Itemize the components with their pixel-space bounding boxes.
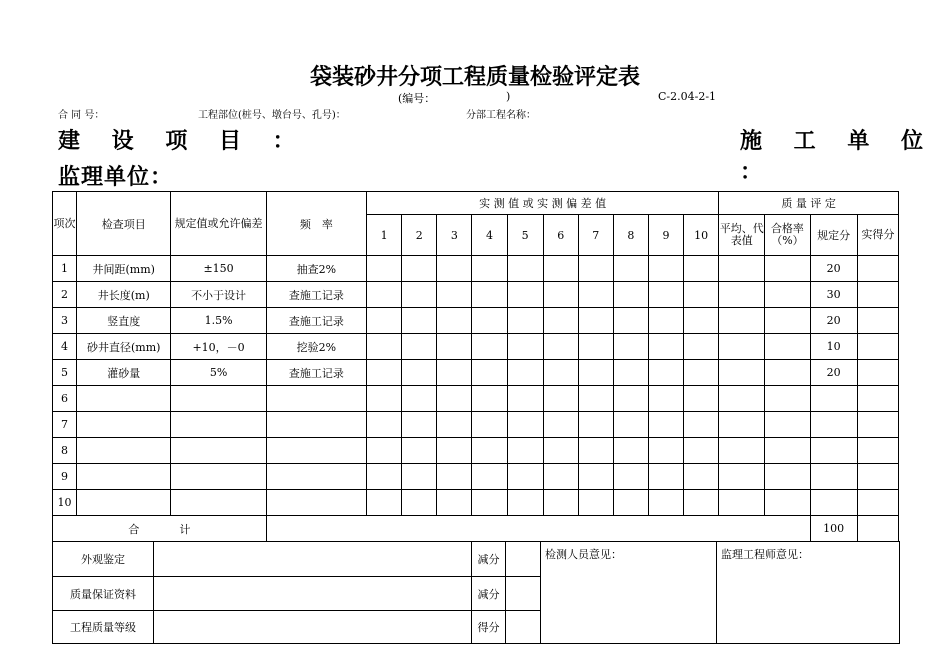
row-actual-score-cell[interactable] xyxy=(857,308,898,334)
row-measure-cell[interactable] xyxy=(507,282,543,308)
row-measure-cell[interactable] xyxy=(543,490,578,516)
row-spec xyxy=(171,386,266,412)
row-frequency: 查施工记录 xyxy=(266,308,366,334)
row-measure-cell[interactable] xyxy=(472,256,507,282)
row-measure-cell[interactable] xyxy=(543,282,578,308)
row-spec-score: 10 xyxy=(810,334,857,360)
row-average-cell[interactable] xyxy=(719,386,765,412)
total-label-a: 合 xyxy=(128,522,140,536)
row-no: 2 xyxy=(53,282,77,308)
row-average-cell[interactable] xyxy=(719,464,765,490)
row-measure-cell[interactable] xyxy=(613,360,648,386)
row-measure-cell[interactable] xyxy=(367,464,402,490)
row-pass-rate-cell[interactable] xyxy=(765,386,810,412)
row-spec-score xyxy=(810,464,857,490)
row-measure-cell[interactable] xyxy=(578,334,613,360)
row-measure-cell[interactable] xyxy=(472,438,507,464)
row-spec-score xyxy=(810,412,857,438)
header-actual-score: 实得分 xyxy=(857,215,898,256)
row-measure-cell[interactable] xyxy=(367,334,402,360)
row-measure-cell[interactable] xyxy=(684,412,719,438)
quality-docs-deduct-label: 减分 xyxy=(472,577,506,611)
row-actual-score-cell[interactable] xyxy=(857,490,898,516)
row-frequency: 抽查2% xyxy=(266,256,366,282)
appearance-deduct-label: 减分 xyxy=(472,542,506,577)
row-spec xyxy=(171,438,266,464)
header-measure-col: 2 xyxy=(402,215,437,256)
contract-no-label: 合 同 号： xyxy=(58,110,105,121)
appearance-deduct-value[interactable] xyxy=(506,542,541,577)
row-measure-cell[interactable] xyxy=(472,360,507,386)
row-pass-rate-cell[interactable] xyxy=(765,256,810,282)
row-measure-cell[interactable] xyxy=(367,256,402,282)
row-spec-score: 20 xyxy=(810,256,857,282)
row-measure-cell[interactable] xyxy=(472,490,507,516)
supervision-unit-label: 监理单位： xyxy=(58,164,174,190)
row-check-item xyxy=(77,490,171,516)
quality-grade-score-label: 得分 xyxy=(472,611,506,644)
table-row xyxy=(53,334,899,360)
header-average: 平均、代表值 xyxy=(719,215,765,256)
row-actual-score-cell[interactable] xyxy=(857,282,898,308)
table-row xyxy=(53,308,899,334)
row-measure-cell[interactable] xyxy=(437,308,472,334)
row-measure-cell[interactable] xyxy=(648,256,683,282)
header-check-item: 检查项目 xyxy=(77,192,171,256)
row-check-item: 灌砂量 xyxy=(77,360,171,386)
row-measure-cell[interactable] xyxy=(507,438,543,464)
row-actual-score-cell[interactable] xyxy=(857,438,898,464)
row-measure-cell[interactable] xyxy=(367,360,402,386)
row-pass-rate-cell[interactable] xyxy=(765,308,810,334)
row-measure-cell[interactable] xyxy=(578,360,613,386)
header-item-no: 项次 xyxy=(53,192,77,256)
row-measure-cell[interactable] xyxy=(684,360,719,386)
row-measure-cell[interactable] xyxy=(648,438,683,464)
row-measure-cell[interactable] xyxy=(684,464,719,490)
row-measure-cell[interactable] xyxy=(648,386,683,412)
row-measure-cell[interactable] xyxy=(578,282,613,308)
row-measure-cell[interactable] xyxy=(578,256,613,282)
row-measure-cell[interactable] xyxy=(613,308,648,334)
row-spec: 不小于设计 xyxy=(171,282,266,308)
row-frequency: 查施工记录 xyxy=(266,282,366,308)
row-average-cell[interactable] xyxy=(719,282,765,308)
form-code: C-2.04-2-1 xyxy=(658,90,717,103)
row-measure-cell[interactable] xyxy=(402,464,437,490)
row-pass-rate-cell[interactable] xyxy=(765,490,810,516)
row-average-cell[interactable] xyxy=(719,256,765,282)
row-measure-cell[interactable] xyxy=(543,308,578,334)
row-measure-cell[interactable] xyxy=(543,386,578,412)
row-actual-score-cell[interactable] xyxy=(857,412,898,438)
total-label-b: 计 xyxy=(179,522,191,536)
row-frequency xyxy=(266,438,366,464)
row-measure-cell[interactable] xyxy=(367,308,402,334)
row-spec: 1.5% xyxy=(171,308,266,334)
appearance-value[interactable] xyxy=(154,542,472,577)
row-measure-cell[interactable] xyxy=(402,438,437,464)
header-measured: 实 测 值 或 实 测 偏 差 值 xyxy=(367,192,719,215)
bottom-table xyxy=(52,541,900,644)
row-spec-score xyxy=(810,438,857,464)
row-measure-cell[interactable] xyxy=(437,464,472,490)
row-measure-cell[interactable] xyxy=(507,256,543,282)
row-frequency xyxy=(266,412,366,438)
row-measure-cell[interactable] xyxy=(613,412,648,438)
construction-project-label: 建 设 项 目 ： xyxy=(58,128,307,154)
total-row xyxy=(53,516,899,542)
inspection-table xyxy=(52,191,899,542)
row-measure-cell[interactable] xyxy=(578,412,613,438)
row-average-cell[interactable] xyxy=(719,334,765,360)
row-measure-cell[interactable] xyxy=(367,490,402,516)
code-close: ) xyxy=(506,90,511,103)
row-frequency: 挖验2% xyxy=(266,334,366,360)
row-measure-cell[interactable] xyxy=(613,256,648,282)
row-spec-score xyxy=(810,490,857,516)
row-measure-cell[interactable] xyxy=(472,308,507,334)
total-actual-score[interactable] xyxy=(857,516,898,542)
row-measure-cell[interactable] xyxy=(648,490,683,516)
table-row xyxy=(53,256,899,282)
row-measure-cell[interactable] xyxy=(507,386,543,412)
row-measure-cell[interactable] xyxy=(437,412,472,438)
row-measure-cell[interactable] xyxy=(507,334,543,360)
row-spec-score: 20 xyxy=(810,360,857,386)
row-measure-cell[interactable] xyxy=(648,282,683,308)
row-spec: 5% xyxy=(171,360,266,386)
row-measure-cell[interactable] xyxy=(648,360,683,386)
row-actual-score-cell[interactable] xyxy=(857,334,898,360)
row-measure-cell[interactable] xyxy=(507,360,543,386)
header-measure-col: 9 xyxy=(648,215,683,256)
row-check-item: 井间距(mm) xyxy=(77,256,171,282)
header-pass-rate: 合格率（%） xyxy=(765,215,810,256)
row-check-item xyxy=(77,412,171,438)
appearance-label: 外观鉴定 xyxy=(53,542,154,577)
row-no: 4 xyxy=(53,334,77,360)
row-pass-rate-cell[interactable] xyxy=(765,360,810,386)
row-spec xyxy=(171,412,266,438)
row-no: 1 xyxy=(53,256,77,282)
row-measure-cell[interactable] xyxy=(367,412,402,438)
row-measure-cell[interactable] xyxy=(684,438,719,464)
row-no: 9 xyxy=(53,464,77,490)
header-quality-eval: 质 量 评 定 xyxy=(719,192,899,215)
row-no: 7 xyxy=(53,412,77,438)
row-measure-cell[interactable] xyxy=(543,360,578,386)
quality-docs-label: 质量保证资料 xyxy=(53,577,154,611)
row-measure-cell[interactable] xyxy=(402,360,437,386)
table-row xyxy=(53,490,899,516)
row-spec: ±150 xyxy=(171,256,266,282)
row-actual-score-cell[interactable] xyxy=(857,360,898,386)
construction-unit-label: 施 工 单 位 ： xyxy=(740,128,935,185)
row-spec xyxy=(171,464,266,490)
quality-grade-score-value[interactable] xyxy=(506,611,541,644)
row-measure-cell[interactable] xyxy=(437,282,472,308)
row-measure-cell[interactable] xyxy=(402,490,437,516)
row-spec-score: 20 xyxy=(810,308,857,334)
row-measure-cell[interactable] xyxy=(648,334,683,360)
row-no: 5 xyxy=(53,360,77,386)
row-measure-cell[interactable] xyxy=(472,412,507,438)
row-check-item xyxy=(77,386,171,412)
row-measure-cell[interactable] xyxy=(402,412,437,438)
row-measure-cell[interactable] xyxy=(507,308,543,334)
row-frequency: 查施工记录 xyxy=(266,360,366,386)
row-measure-cell[interactable] xyxy=(684,308,719,334)
row-average-cell[interactable] xyxy=(719,308,765,334)
row-measure-cell[interactable] xyxy=(684,334,719,360)
row-pass-rate-cell[interactable] xyxy=(765,464,810,490)
row-measure-cell[interactable] xyxy=(472,464,507,490)
row-measure-cell[interactable] xyxy=(613,438,648,464)
row-measure-cell[interactable] xyxy=(578,438,613,464)
row-pass-rate-cell[interactable] xyxy=(765,282,810,308)
row-frequency xyxy=(266,386,366,412)
row-measure-cell[interactable] xyxy=(437,490,472,516)
row-measure-cell[interactable] xyxy=(472,282,507,308)
row-measure-cell[interactable] xyxy=(648,464,683,490)
header-spec-score: 规定分 xyxy=(810,215,857,256)
row-no: 8 xyxy=(53,438,77,464)
supervisor-opinion: 监理工程师意见： xyxy=(717,542,900,644)
header-frequency: 频 率 xyxy=(266,192,366,256)
row-pass-rate-cell[interactable] xyxy=(765,412,810,438)
row-measure-cell[interactable] xyxy=(648,308,683,334)
row-spec xyxy=(171,490,266,516)
row-no: 6 xyxy=(53,386,77,412)
header-measure-col: 5 xyxy=(507,215,543,256)
code-label: (编号： xyxy=(398,92,436,105)
row-check-item xyxy=(77,438,171,464)
row-average-cell[interactable] xyxy=(719,412,765,438)
row-actual-score-cell[interactable] xyxy=(857,256,898,282)
location-label: 工程部位(桩号、墩台号、孔号)： xyxy=(198,110,346,121)
table-row xyxy=(53,282,899,308)
inspector-opinion: 检测人员意见： xyxy=(541,542,717,644)
table-row xyxy=(53,412,899,438)
row-check-item: 竖直度 xyxy=(77,308,171,334)
row-measure-cell[interactable] xyxy=(684,256,719,282)
row-measure-cell[interactable] xyxy=(684,386,719,412)
row-measure-cell[interactable] xyxy=(613,282,648,308)
header-measure-col: 10 xyxy=(684,215,719,256)
row-measure-cell[interactable] xyxy=(578,490,613,516)
row-average-cell[interactable] xyxy=(719,360,765,386)
table-row xyxy=(53,386,899,412)
row-measure-cell[interactable] xyxy=(367,386,402,412)
row-measure-cell[interactable] xyxy=(437,386,472,412)
row-measure-cell[interactable] xyxy=(367,282,402,308)
row-measure-cell[interactable] xyxy=(437,256,472,282)
table-row xyxy=(53,438,899,464)
row-measure-cell[interactable] xyxy=(402,334,437,360)
quality-docs-deduct-value[interactable] xyxy=(506,577,541,611)
row-measure-cell[interactable] xyxy=(402,308,437,334)
row-frequency xyxy=(266,464,366,490)
row-measure-cell[interactable] xyxy=(402,282,437,308)
quality-grade-label: 工程质量等级 xyxy=(53,611,154,644)
row-measure-cell[interactable] xyxy=(543,334,578,360)
quality-docs-value[interactable] xyxy=(154,577,472,611)
header-measure-col: 3 xyxy=(437,215,472,256)
row-pass-rate-cell[interactable] xyxy=(765,334,810,360)
row-measure-cell[interactable] xyxy=(578,386,613,412)
row-measure-cell[interactable] xyxy=(613,464,648,490)
row-check-item: 井长度(m) xyxy=(77,282,171,308)
total-label xyxy=(53,516,267,542)
row-measure-cell[interactable] xyxy=(437,360,472,386)
header-measure-col: 8 xyxy=(613,215,648,256)
row-measure-cell[interactable] xyxy=(437,438,472,464)
row-measure-cell[interactable] xyxy=(507,490,543,516)
row-measure-cell[interactable] xyxy=(402,256,437,282)
row-measure-cell[interactable] xyxy=(684,282,719,308)
header-measure-col: 6 xyxy=(543,215,578,256)
row-measure-cell[interactable] xyxy=(472,334,507,360)
row-spec: +10，－0 xyxy=(171,334,266,360)
row-no: 3 xyxy=(53,308,77,334)
row-no: 10 xyxy=(53,490,77,516)
row-average-cell[interactable] xyxy=(719,490,765,516)
row-measure-cell[interactable] xyxy=(613,334,648,360)
subproject-label: 分部工程名称： xyxy=(466,110,536,121)
form-title: 袋装砂井分项工程质量检验评定表 xyxy=(309,64,640,90)
row-measure-cell[interactable] xyxy=(507,464,543,490)
quality-grade-value[interactable] xyxy=(154,611,472,644)
row-measure-cell[interactable] xyxy=(578,308,613,334)
row-measure-cell[interactable] xyxy=(613,386,648,412)
table-row xyxy=(53,464,899,490)
row-measure-cell[interactable] xyxy=(543,438,578,464)
row-measure-cell[interactable] xyxy=(648,412,683,438)
row-measure-cell[interactable] xyxy=(543,256,578,282)
row-spec-score xyxy=(810,386,857,412)
total-blank[interactable] xyxy=(266,516,810,542)
row-measure-cell[interactable] xyxy=(613,490,648,516)
row-measure-cell[interactable] xyxy=(684,490,719,516)
header-measure-col: 7 xyxy=(578,215,613,256)
total-score: 100 xyxy=(810,516,857,542)
row-measure-cell[interactable] xyxy=(578,464,613,490)
row-measure-cell[interactable] xyxy=(437,334,472,360)
row-pass-rate-cell[interactable] xyxy=(765,438,810,464)
row-measure-cell[interactable] xyxy=(472,386,507,412)
row-frequency xyxy=(266,490,366,516)
row-measure-cell[interactable] xyxy=(543,412,578,438)
row-measure-cell[interactable] xyxy=(402,386,437,412)
header-spec: 规定值或允许偏差 xyxy=(171,192,266,256)
header-measure-col: 1 xyxy=(367,215,402,256)
table-row xyxy=(53,360,899,386)
row-check-item xyxy=(77,464,171,490)
row-measure-cell[interactable] xyxy=(507,412,543,438)
row-measure-cell[interactable] xyxy=(367,438,402,464)
row-average-cell[interactable] xyxy=(719,438,765,464)
row-check-item: 砂井直径(mm) xyxy=(77,334,171,360)
row-measure-cell[interactable] xyxy=(543,464,578,490)
row-actual-score-cell[interactable] xyxy=(857,386,898,412)
row-actual-score-cell[interactable] xyxy=(857,464,898,490)
row-spec-score: 30 xyxy=(810,282,857,308)
header-measure-col: 4 xyxy=(472,215,507,256)
